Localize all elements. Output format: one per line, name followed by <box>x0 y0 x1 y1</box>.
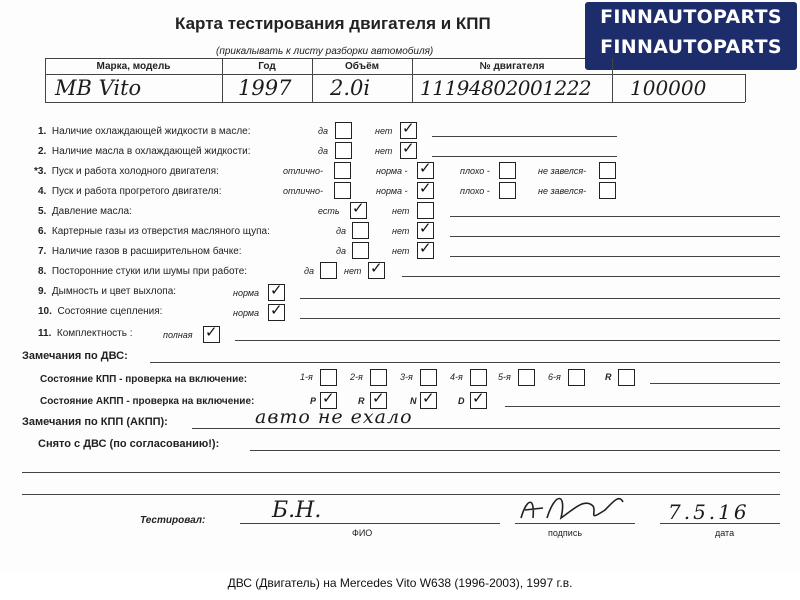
fill-line <box>22 494 780 495</box>
item-7: 7. Наличие газов в расширительном бачке: <box>38 246 242 257</box>
fill-line <box>450 236 780 237</box>
sign-label: подпись <box>548 528 583 538</box>
gear-label: 3-я <box>400 372 413 382</box>
fill-line <box>192 428 780 429</box>
checkbox-4-ne-zavelsya[interactable] <box>599 182 616 199</box>
checkbox-8-da[interactable] <box>320 262 337 279</box>
check-mark: ✓ <box>270 301 283 319</box>
akpp-gear-label: P <box>310 396 317 406</box>
item-1: 1. Наличие охлаждающей жидкости в масле: <box>38 126 251 137</box>
item-2: 2. Наличие масла в охлаждающей жидкости: <box>38 146 251 157</box>
form-title: Карта тестирования двигателя и КПП <box>175 14 491 33</box>
checkbox-3-otlichno[interactable] <box>334 162 351 179</box>
checkbox-2-da[interactable] <box>335 142 352 159</box>
section-kpp-notes: Замечания по КПП (АКПП): <box>22 416 168 428</box>
opt-da: да <box>318 146 328 156</box>
tested-label: Тестировал: <box>140 515 206 526</box>
value-model: MB Vito <box>55 76 142 100</box>
date-handwriting: 7.5.16 <box>668 500 750 524</box>
fill-line <box>450 216 780 217</box>
header-model: Марка, модель <box>96 61 171 72</box>
image-caption: ДВС (Двигатель) на Mercedes Vito W638 (1996-2003), 1997 г.в. <box>227 576 573 590</box>
fill-line <box>402 276 780 277</box>
opt-otlichno: отлично- <box>283 166 323 176</box>
gear-label: R <box>605 372 612 382</box>
opt-net: нет <box>375 146 393 156</box>
value-volume: 2.0i <box>330 76 371 100</box>
opt-norma: норма - <box>376 166 408 176</box>
checkbox-5-net[interactable] <box>417 202 434 219</box>
check-mark: ✓ <box>370 259 383 277</box>
checkbox-1-da[interactable] <box>335 122 352 139</box>
gear-label: 2-я <box>350 372 363 382</box>
opt-net: нет <box>392 246 410 256</box>
section-akpp-state: Состояние АКПП - проверка на включение: <box>40 396 255 407</box>
kpp-notes-handwriting: авто не ехало <box>255 406 413 428</box>
table-mid-line <box>45 74 745 75</box>
opt-norma: норма <box>233 308 260 318</box>
opt-ne-zavelsya: не завелся- <box>538 186 587 196</box>
table-top-line <box>45 58 585 59</box>
check-mark: ✓ <box>322 389 335 407</box>
form-subtitle: (прикалывать к листу разборки автомобиля) <box>216 46 434 57</box>
gear-5-checkbox[interactable] <box>518 369 535 386</box>
checkbox-3-ploho[interactable] <box>499 162 516 179</box>
check-mark: ✓ <box>372 389 385 407</box>
header-year: Год <box>258 61 276 72</box>
item-9: 9. Дымность и цвет выхлопа: <box>38 286 177 297</box>
fill-line <box>450 256 780 257</box>
item-4: 4. Пуск и работа прогретого двигателя: <box>38 186 222 197</box>
fill-line <box>250 450 780 451</box>
opt-norma: норма <box>233 288 260 298</box>
fill-line <box>432 136 617 137</box>
opt-ploho: плохо - <box>460 166 490 176</box>
fill-line <box>432 156 617 157</box>
akpp-gear-label: R <box>358 396 365 406</box>
fill-line <box>300 298 780 299</box>
section-kpp-state: Состояние КПП - проверка на включение: <box>40 374 248 385</box>
signature-scribble <box>515 488 635 528</box>
checkbox-6-da[interactable] <box>352 222 369 239</box>
opt-polnaya: полная <box>163 330 193 340</box>
section-dvs-notes: Замечания по ДВС: <box>22 350 128 362</box>
opt-da: да <box>318 126 328 136</box>
signature-line <box>240 523 500 524</box>
gear-label: 5-я <box>498 372 511 382</box>
item-8: 8. Посторонние стуки или шумы при работе: <box>38 266 248 277</box>
opt-norma: норма - <box>376 186 408 196</box>
gear-2-checkbox[interactable] <box>370 369 387 386</box>
date-label: дата <box>715 528 735 538</box>
check-mark: ✓ <box>205 323 218 341</box>
table-border <box>612 58 613 102</box>
item-10: 10. Состояние сцепления: <box>38 306 163 317</box>
table-border <box>745 74 746 102</box>
check-mark: ✓ <box>419 239 432 257</box>
fill-line <box>505 406 780 407</box>
item-3: *3. Пуск и работа холодного двигателя: <box>34 166 219 177</box>
akpp-gear-label: N <box>410 396 417 406</box>
gear-1-checkbox[interactable] <box>320 369 337 386</box>
opt-est: есть <box>318 206 340 216</box>
gear-4-checkbox[interactable] <box>470 369 487 386</box>
opt-otlichno: отлично- <box>283 186 323 196</box>
section-removed: Снято с ДВС (по согласованию!): <box>38 438 220 450</box>
fill-line <box>650 383 780 384</box>
checkbox-3-ne-zavelsya[interactable] <box>599 162 616 179</box>
fio-label: ФИО <box>352 528 373 538</box>
item-6: 6. Картерные газы из отверстия масляного щупа: <box>38 226 270 237</box>
watermark-logo <box>585 2 797 70</box>
opt-ploho: плохо - <box>460 186 490 196</box>
value-mileage: 100000 <box>630 76 707 100</box>
opt-ne-zavelsya: не завелся- <box>538 166 587 176</box>
opt-net: нет <box>344 266 362 276</box>
value-engine-no: 11194802001222 <box>420 76 592 100</box>
opt-da: да <box>336 246 346 256</box>
check-mark: ✓ <box>270 281 283 299</box>
checkbox-7-da[interactable] <box>352 242 369 259</box>
gear-6-checkbox[interactable] <box>568 369 585 386</box>
check-mark: ✓ <box>419 179 432 197</box>
value-year: 1997 <box>238 76 292 100</box>
check-mark: ✓ <box>419 219 432 237</box>
check-mark: ✓ <box>422 389 435 407</box>
item-5: 5. Давление масла: <box>38 206 132 217</box>
fill-line <box>300 318 780 319</box>
check-mark: ✓ <box>402 139 415 157</box>
opt-da: да <box>336 226 346 236</box>
checkbox-4-ploho[interactable] <box>499 182 516 199</box>
fill-line <box>150 362 780 363</box>
gear-label: 6-я <box>548 372 561 382</box>
fill-line <box>235 340 780 341</box>
check-mark: ✓ <box>402 119 415 137</box>
opt-net: нет <box>392 226 410 236</box>
check-mark: ✓ <box>352 199 365 217</box>
checkbox-4-otlichno[interactable] <box>334 182 351 199</box>
watermark-line-2: FINNAUTOPARTS <box>600 36 782 58</box>
check-mark: ✓ <box>472 389 485 407</box>
fill-line <box>22 472 780 473</box>
table-bottom-line <box>45 102 745 103</box>
gear-3-checkbox[interactable] <box>420 369 437 386</box>
gear-r-checkbox[interactable] <box>618 369 635 386</box>
header-volume: Объём <box>344 61 380 72</box>
opt-da: да <box>304 266 314 276</box>
akpp-gear-label: D <box>458 396 465 406</box>
gear-label: 4-я <box>450 372 463 382</box>
fio-handwriting: Б.Н. <box>272 498 322 523</box>
gear-label: 1-я <box>300 372 313 382</box>
check-mark: ✓ <box>419 159 432 177</box>
opt-net: нет <box>392 206 410 216</box>
header-engine-no: № двигателя <box>479 61 545 72</box>
opt-net: нет <box>375 126 393 136</box>
item-11: 11. Комплектность : <box>38 328 133 339</box>
watermark-line-1: FINNAUTOPARTS <box>600 6 782 28</box>
